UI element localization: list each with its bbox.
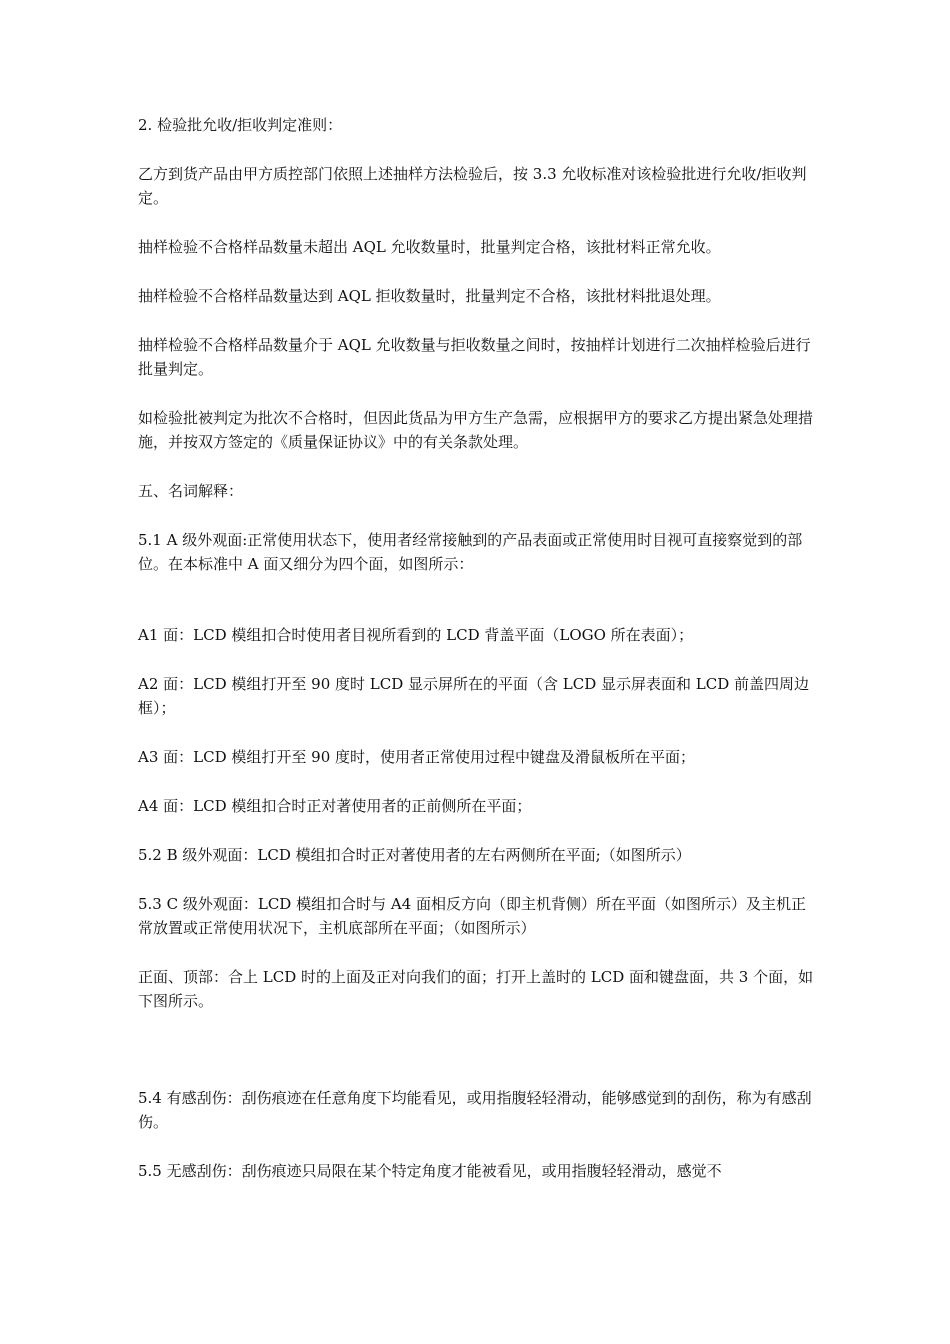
paragraph-a-grade-surface: 5.1 A 级外观面:正常使用状态下，使用者经常接触到的产品表面或正常使用时目视可直接察觉到的部位。在本标准中 A 面又细分为四个面，如图所示： (138, 531, 803, 573)
paragraph-inspection-judgement: 乙方到货产品由甲方质控部门依照上述抽样方法检验后，按 3.3 允收标准对该检验批进行允收/拒收判定。 (138, 165, 807, 207)
paragraph-imperceptible-scratch: 5.5 无感刮伤：刮伤痕迹只局限在某个特定角度才能被看见，或用指腹轻轻滑动，感觉不 (138, 1162, 722, 1180)
paragraph-a3-surface: A3 面：LCD 模组打开至 90 度时，使用者正常使用过程中键盘及滑鼠板所在平面； (138, 748, 696, 766)
paragraph-a2-surface: A2 面：LCD 模组打开至 90 度时 LCD 显示屏所在的平面（含 LCD 显示屏表面和 LCD 前盖四周边框）； (138, 675, 810, 717)
paragraph-b-grade-surface: 5.2 B 级外观面：LCD 模组扣合时正对著使用者的左右两侧所在平面;（如图所示） (138, 846, 691, 864)
paragraph-aql-reject: 抽样检验不合格样品数量达到 AQL 拒收数量时，批量判定不合格，该批材料批退处理。 (138, 287, 721, 305)
paragraph-aql-accept: 抽样检验不合格样品数量未超出 AQL 允收数量时，批量判定合格，该批材料正常允收。 (138, 238, 721, 256)
paragraph-perceptible-scratch: 5.4 有感刮伤：刮伤痕迹在任意角度下均能看见，或用指腹轻轻滑动，能够感觉到的刮伤，称为有感刮伤。 (138, 1089, 812, 1131)
paragraph-front-top-surfaces: 正面、顶部：合上 LCD 时的上面及正对向我们的面；打开上盖时的 LCD 面和键盘面，共 3 个面，如下图所示。 (138, 968, 814, 1010)
paragraph-aql-between: 抽样检验不合格样品数量介于 AQL 允收数量与拒收数量之间时，按抽样计划进行二次抽样检验后进行批量判定。 (138, 336, 811, 378)
section-heading-definitions: 五、名词解释： (138, 482, 244, 500)
paragraph-acceptance-criteria-heading: 2. 检验批允收/拒收判定准则： (138, 116, 343, 134)
paragraph-a1-surface: A1 面：LCD 模组扣合时使用者目视所看到的 LCD 背盖平面（LOGO 所在表面）； (138, 626, 694, 644)
paragraph-a4-surface: A4 面：LCD 模组扣合时正对著使用者的正前侧所在平面； (138, 797, 532, 815)
paragraph-urgent-handling: 如检验批被判定为批次不合格时，但因此货品为甲方生产急需，应根据甲方的要求乙方提出紧急处理措施，并按双方签定的《质量保证协议》中的有关条款处理。 (138, 409, 814, 451)
document-page (138, 113, 818, 1208)
paragraph-c-grade-surface: 5.3 C 级外观面：LCD 模组扣合时与 A4 面相反方向（即主机背侧）所在平面（如图所示）及主机正常放置或正常使用状况下，主机底部所在平面；（如图所示） (138, 895, 807, 937)
